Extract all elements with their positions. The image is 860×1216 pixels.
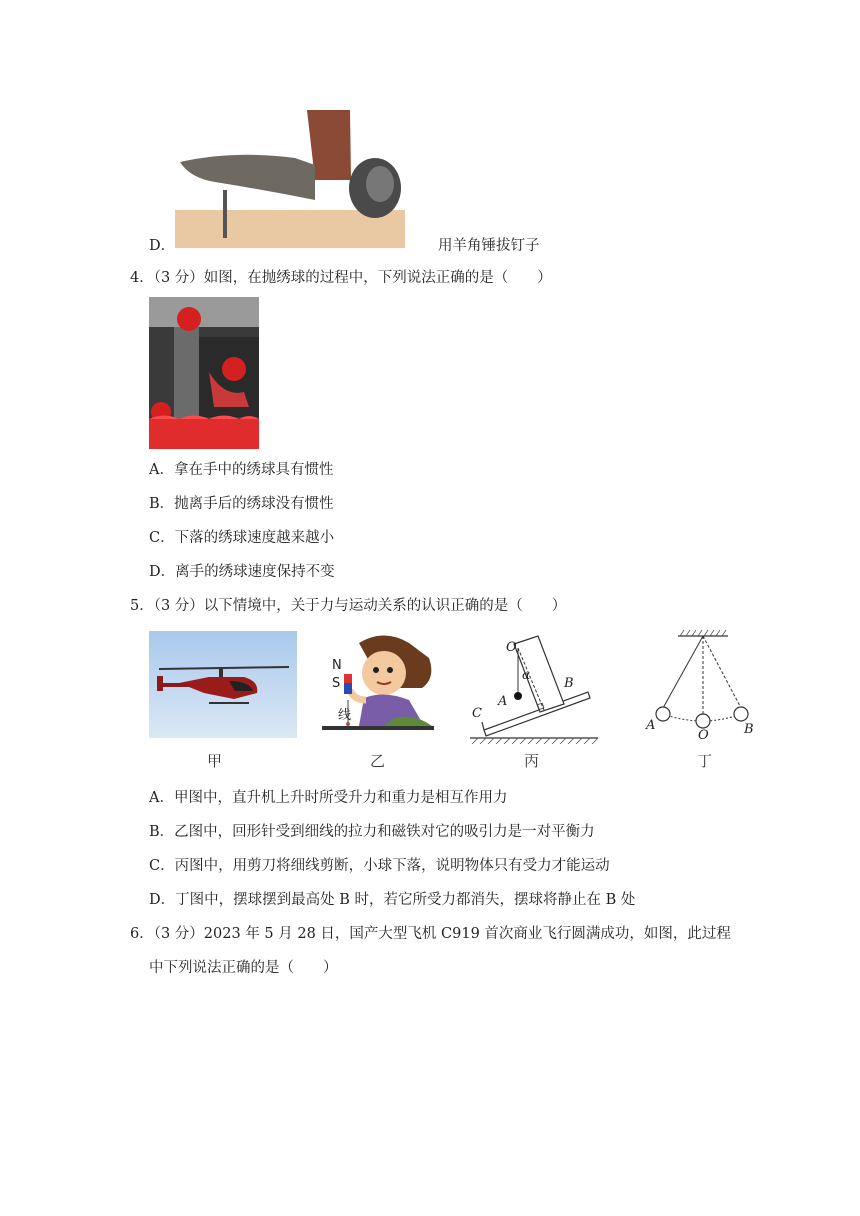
q3-option-d-text: 用羊角锤拔钉子 xyxy=(438,238,540,254)
q6-stem-line1: 6．（3 分）2023 年 5 月 28 日，国产大型飞机 C919 首次商业飞行圆满成功，如图，此过程 xyxy=(130,926,731,942)
q5-stem: 5．（3 分）以下情境中，关于力与运动关系的认识正确的是（ ） xyxy=(130,598,567,614)
label-c: C xyxy=(472,706,482,721)
q5-option-b: B．乙图中，回形针受到细线的拉力和磁铁对它的吸引力是一对平衡力 xyxy=(149,824,595,840)
label-b: B xyxy=(564,676,574,691)
label-o: O xyxy=(506,640,517,655)
hammer-photo xyxy=(175,110,405,248)
q5-option-a: A．甲图中，直升机上升时所受升力和重力是相互作用力 xyxy=(149,790,508,806)
incline-diagram xyxy=(466,634,600,744)
q5-option-c: C．丙图中，用剪刀将细线剪断，小球下落，说明物体只有受力才能运动 xyxy=(149,858,610,874)
pendulum-label-o: O xyxy=(698,728,709,742)
q4-option-c: C．下落的绣球速度越来越小 xyxy=(149,530,335,546)
fig-caption-bing: 丙 xyxy=(524,752,540,770)
magnet-girl-figure xyxy=(314,628,438,740)
fig-caption-jia: 甲 xyxy=(207,752,223,770)
fig-caption-yi: 乙 xyxy=(370,752,386,770)
q4-option-a: A．拿在手中的绣球具有惯性 xyxy=(149,462,334,478)
label-a: A xyxy=(498,694,508,709)
q6-stem-line2: 中下列说法正确的是（ ） xyxy=(149,960,338,976)
fig-caption-ding: 丁 xyxy=(697,752,713,770)
q4-option-d: D．离手的绣球速度保持不变 xyxy=(149,564,335,580)
helicopter-photo xyxy=(149,631,297,738)
pendulum-label-b: B xyxy=(744,722,754,737)
pendulum-diagram xyxy=(642,628,762,742)
q4-stem: 4．（3 分）如图，在抛绣球的过程中，下列说法正确的是（ ） xyxy=(130,270,552,286)
q5-option-d: D．丁图中，摆球摆到最高处 B 时，若它所受力都消失，摆球将静止在 B 处 xyxy=(149,892,636,908)
hydrangea-ball-photo xyxy=(149,297,259,449)
pendulum-label-a: A xyxy=(646,718,656,733)
q4-option-b: B．抛离手后的绣球没有惯性 xyxy=(149,496,334,512)
magnet-n-label: N xyxy=(332,658,342,673)
label-alpha: α xyxy=(522,668,531,682)
magnet-s-label: S xyxy=(332,676,341,691)
thread-label: 线 xyxy=(338,708,352,723)
q3-option-d-letter: D． xyxy=(149,238,176,254)
